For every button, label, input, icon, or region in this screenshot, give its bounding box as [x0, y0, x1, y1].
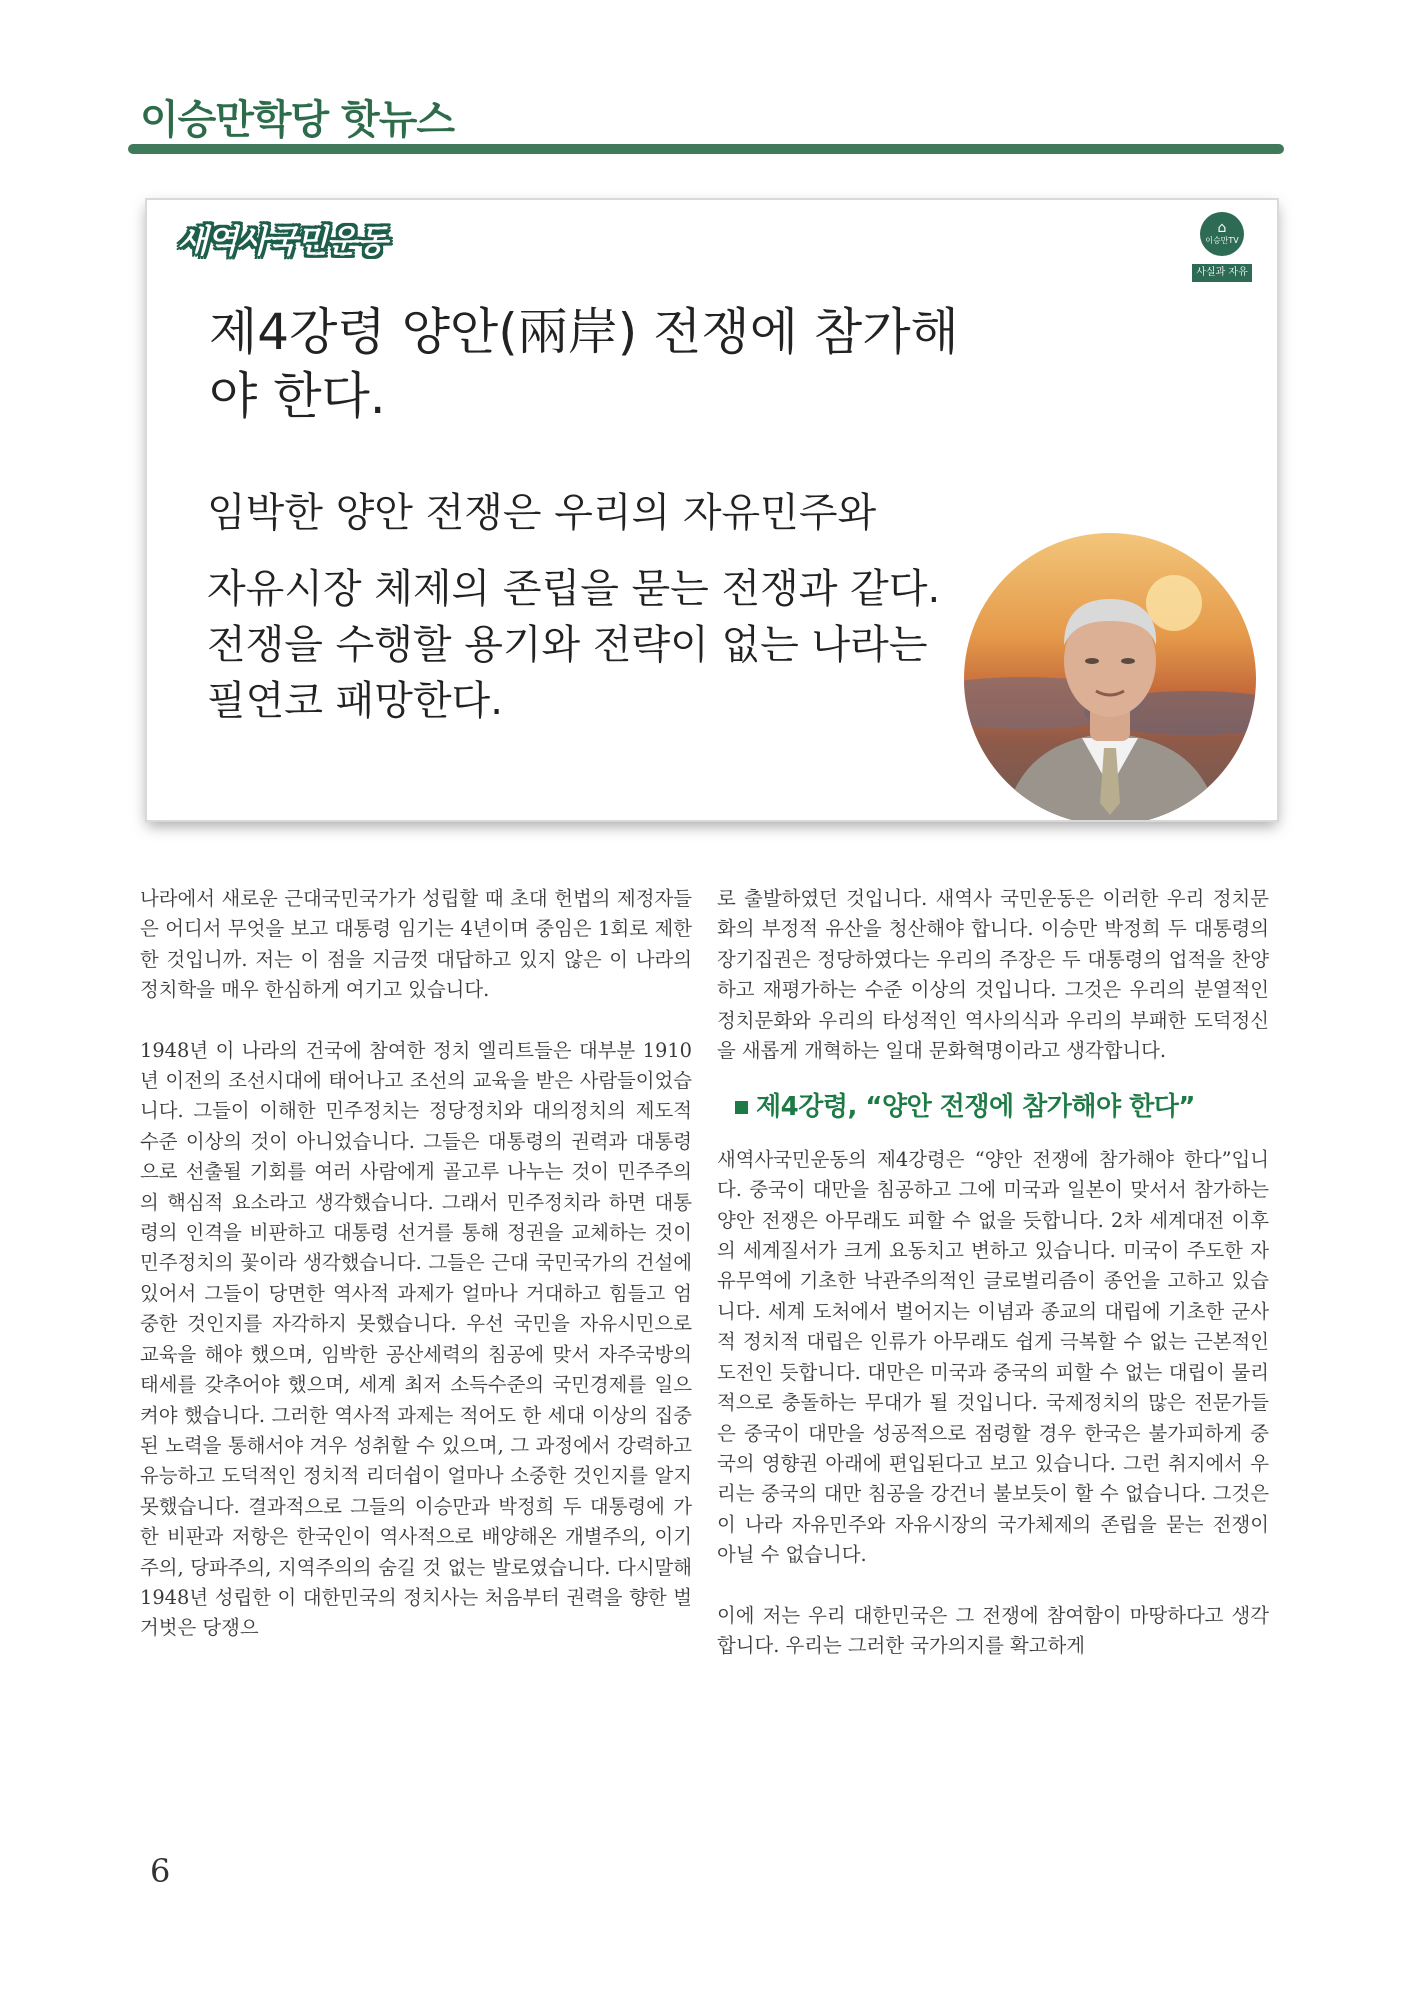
section-heading: [735, 1092, 1269, 1122]
tv-logo-name: 이승만TV: [1205, 236, 1239, 245]
slide-body-line: 자유시장 체제의 존립을 묻는 전쟁과 같다.: [207, 566, 941, 612]
header-divider: [128, 144, 1284, 154]
slide-body-line: 필연코 패망한다.: [207, 678, 503, 724]
square-bullet-icon: [735, 1101, 748, 1114]
slide-body-line: 전쟁을 수행할 용기와 전략이 없는 나라는: [207, 622, 928, 668]
section-heading-text: 제4강령, “양안 전쟁에 참가해야 한다”: [756, 1092, 1195, 1123]
article-column-left: [140, 884, 692, 1644]
tv-logo: [1192, 212, 1252, 292]
speaker-illustration: [964, 533, 1256, 820]
article-paragraph: 새역사국민운동의 제4강령은 “양안 전쟁에 참가해야 한다”입니다. 중국이 대만을 침공하고 그에 미국과 일본이 맞서서 참가하는 양안 전쟁은 아무래도 피할 수 없을 듯합니다. 2차 세계대전 이후의 세계질서가 크게 요동치고 변하고 있습니다. 미국이 주도한 자유무역에 기초한 낙관주의적인 글로벌리즘이 종언을 고하고 있습니다. 세계 도처에서 벌어지는 이념과 종교의 대립에 기초한 군사적 정치적 대립은 인류가 아무래도 쉽게 극복할 수 없는 근본적인 도전인 듯합니다. 대만은 미국과 중국의 피할 수 없는 대립이 물리적으로 충돌하는 무대가 될 것입니다. 국제정치의 많은 전문가들은 중국이 대만을 성공적으로 점령할 경우 한국은 불가피하게 중국의 영향권 아래에 편입된다고 보고 있습니다. 그런 취지에서 우리는 중국의 대만 침공을 강건너 불보듯이 할 수 없습니다. 그것은 이 나라 자유민주와 자유시장의 국가체제의 존립을 묻는 전쟁이 아닐 수 없습니다.: [717, 1147, 1269, 1567]
speaker-portrait: [964, 533, 1256, 820]
slide-body: [207, 485, 997, 729]
page-number: 6: [150, 1852, 171, 1890]
tv-logo-tag: 사실과 자유: [1192, 264, 1252, 282]
house-icon: ⌂ 이승만TV: [1200, 212, 1244, 256]
article-column-right: [717, 884, 1269, 1661]
article-paragraph: 이에 저는 우리 대한민국은 그 전쟁에 참여함이 마땅하다고 생각합니다. 우리는 그러한 국가의지를 확고하게: [717, 1603, 1269, 1657]
article-paragraph: 1948년 이 나라의 건국에 참여한 정치 엘리트들은 대부분 1910년 이전의 조선시대에 태어나고 조선의 교육을 받은 사람들이었습니다. 그들이 이해한 민주정치는 정당정치와 대의정치의 제도적 수준 이상의 것이 아니었습니다. 그들은 대통령의 권력과 대통령으로 선출될 기회를 여러 사람에게 골고루 나누는 것이 민주주의의 핵심적 요소라고 생각했습니다. 그래서 민주정치라 하면 대통령의 인격을 비판하고 대통령 선거를 통해 정권을 교체하는 것이 민주정치의 꽃이라 생각했습니다. 그들은 근대 국민국가의 건설에 있어서 그들이 당면한 역사적 과제가 얼마나 거대하고 힘들고 엄중한 것인지를 자각하지 못했습니다. 우선 국민을 자유시민으로 교육을 해야 했으며, 임박한 공산세력의 침공에 맞서 자주국방의 태세를 갖추어야 했으며, 세계 최저 소득수준의 국민경제를 일으켜야 했습니다. 그러한 역사적 과제는 적어도 한 세대 이상의 집중된 노력을 통해서야 겨우 성취할 수 있으며, 그 과정에서 강력하고 유능하고 도덕적인 정치적 리더쉽이 얼마나 소중한 것인지를 알지 못했습니다. 결과적으로 그들의 이승만과 박정희 두 대통령에 가한 비판과 저항은 한국인이 역사적으로 배양해온 개별주의, 이기주의, 당파주의, 지역주의의 숨길 것 없는 발로였습니다. 다시말해 1948년 성립한 이 대한민국의 정치사는 처음부터 권력을 향한 벌거벗은 당쟁으: [140, 1038, 692, 1640]
movement-title: 새역사국민운동: [177, 222, 387, 260]
slide-heading: 제4강령 양안(兩岸) 전쟁에 참가해야 한다.: [209, 303, 959, 425]
article-paragraph: 나라에서 새로운 근대국민국가가 성립할 때 초대 헌법의 제정자들은 어디서 무엇을 보고 대통령 임기는 4년이며 중임은 1회로 제한한 것입니까. 저는 이 점을 지금껏 대답하고 있지 않은 이 나라의 정치학을 매우 한심하게 여기고 있습니다.: [140, 887, 692, 1002]
slide-body-line: 임박한 양안 전쟁은 우리의 자유민주와: [207, 490, 877, 536]
article-paragraph: 로 출발하였던 것입니다. 새역사 국민운동은 이러한 우리 정치문화의 부정적 유산을 청산해야 합니다. 이승만 박정희 두 대통령의 장기집권은 정당하였다는 우리의 주장은 두 대통령의 업적을 찬양하고 재평가하는 수준 이상의 것입니다. 그것은 우리의 분열적인 정치문화와 우리의 타성적인 역사의식과 우리의 부패한 도덕정신을 새롭게 개혁하는 일대 문화혁명이라고 생각합니다.: [717, 887, 1269, 1063]
page-header-title: 이승만학당 핫뉴스: [140, 97, 455, 143]
video-screenshot: [147, 200, 1277, 820]
